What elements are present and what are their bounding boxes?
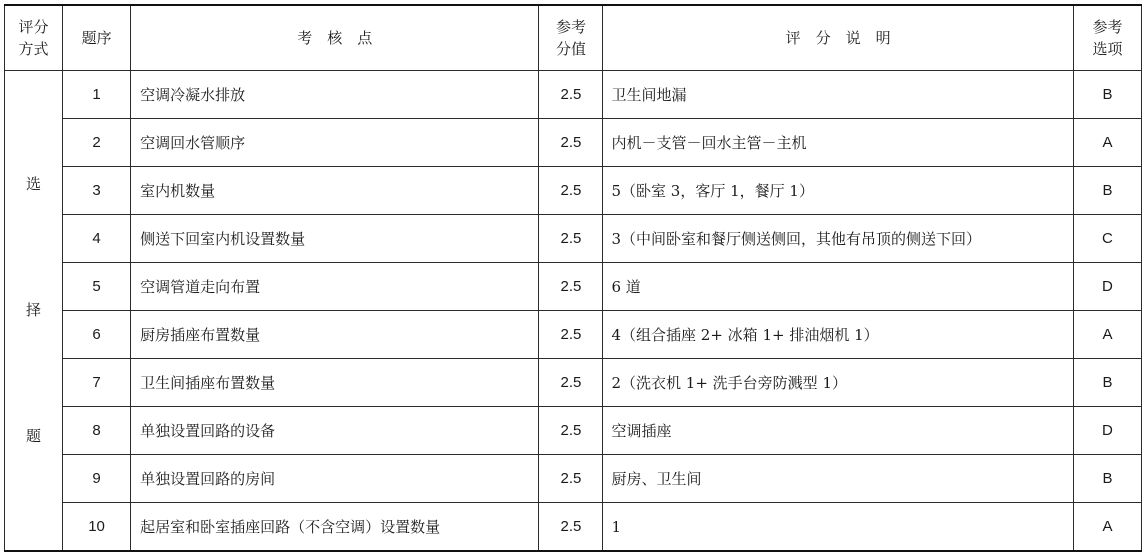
cell-desc: 6 道 bbox=[603, 263, 1073, 311]
cell-point: 单独设置回路的设备 bbox=[131, 407, 539, 455]
table-row bbox=[5, 359, 1142, 407]
cell-no: 6 bbox=[63, 311, 131, 359]
header-no: 题序 bbox=[63, 5, 131, 71]
table-row bbox=[5, 215, 1142, 263]
cell-opt: D bbox=[1073, 263, 1141, 311]
cell-opt: B bbox=[1073, 167, 1141, 215]
cell-score: 2.5 bbox=[539, 455, 603, 503]
cell-score: 2.5 bbox=[539, 503, 603, 552]
cell-no: 5 bbox=[63, 263, 131, 311]
cell-opt: A bbox=[1073, 311, 1141, 359]
cell-opt: B bbox=[1073, 359, 1141, 407]
method-char-1: 选 bbox=[26, 175, 42, 193]
cell-desc: 卫生间地漏 bbox=[603, 71, 1073, 119]
table-row bbox=[5, 455, 1142, 503]
cell-point: 空调冷凝水排放 bbox=[131, 71, 539, 119]
header-row bbox=[5, 5, 1142, 71]
header-method-line1: 评分 bbox=[18, 18, 49, 36]
table-row bbox=[5, 167, 1142, 215]
cell-opt: A bbox=[1073, 119, 1141, 167]
table-row bbox=[5, 263, 1142, 311]
header-method-line2: 方式 bbox=[18, 40, 49, 58]
method-char-3: 题 bbox=[26, 427, 42, 445]
cell-score: 2.5 bbox=[539, 311, 603, 359]
header-score bbox=[539, 5, 603, 71]
cell-no: 3 bbox=[63, 167, 131, 215]
cell-no: 7 bbox=[63, 359, 131, 407]
cell-score: 2.5 bbox=[539, 71, 603, 119]
cell-no: 2 bbox=[63, 119, 131, 167]
cell-score: 2.5 bbox=[539, 263, 603, 311]
table-row bbox=[5, 119, 1142, 167]
cell-desc: 1 bbox=[603, 503, 1073, 552]
cell-desc: 厨房、卫生间 bbox=[603, 455, 1073, 503]
cell-score: 2.5 bbox=[539, 407, 603, 455]
header-method bbox=[5, 5, 63, 71]
cell-desc: 4（组合插座 2+ 冰箱 1+ 排油烟机 1） bbox=[603, 311, 1073, 359]
method-cell bbox=[5, 71, 63, 552]
header-opt-line1: 参考 bbox=[1092, 18, 1123, 36]
cell-opt: B bbox=[1073, 71, 1141, 119]
cell-score: 2.5 bbox=[539, 215, 603, 263]
cell-point: 空调回水管顺序 bbox=[131, 119, 539, 167]
cell-score: 2.5 bbox=[539, 359, 603, 407]
cell-score: 2.5 bbox=[539, 119, 603, 167]
header-opt bbox=[1073, 5, 1141, 71]
header-desc: 评 分 说 明 bbox=[603, 5, 1073, 71]
cell-opt: A bbox=[1073, 503, 1141, 552]
cell-desc: 内机－支管－回水主管－主机 bbox=[603, 119, 1073, 167]
table-row bbox=[5, 503, 1142, 552]
cell-point: 侧送下回室内机设置数量 bbox=[131, 215, 539, 263]
cell-desc: 5（卧室 3，客厅 1，餐厅 1） bbox=[603, 167, 1073, 215]
cell-opt: B bbox=[1073, 455, 1141, 503]
cell-score: 2.5 bbox=[539, 167, 603, 215]
cell-desc: 2（洗衣机 1+ 洗手台旁防溅型 1） bbox=[603, 359, 1073, 407]
header-point: 考 核 点 bbox=[131, 5, 539, 71]
table-row bbox=[5, 71, 1142, 119]
table-row bbox=[5, 407, 1142, 455]
header-score-line1: 参考 bbox=[555, 18, 586, 36]
cell-point: 起居室和卧室插座回路（不含空调）设置数量 bbox=[131, 503, 539, 552]
header-score-line2: 分值 bbox=[555, 40, 586, 58]
scoring-table bbox=[4, 4, 1142, 552]
cell-no: 10 bbox=[63, 503, 131, 552]
method-char-2: 择 bbox=[26, 301, 42, 319]
header-opt-line2: 选项 bbox=[1092, 40, 1123, 58]
scoring-table-container bbox=[4, 4, 1142, 553]
cell-no: 8 bbox=[63, 407, 131, 455]
cell-point: 厨房插座布置数量 bbox=[131, 311, 539, 359]
cell-point: 卫生间插座布置数量 bbox=[131, 359, 539, 407]
cell-desc: 3（中间卧室和餐厅侧送侧回，其他有吊顶的侧送下回） bbox=[603, 215, 1073, 263]
cell-point: 室内机数量 bbox=[131, 167, 539, 215]
cell-no: 9 bbox=[63, 455, 131, 503]
cell-opt: D bbox=[1073, 407, 1141, 455]
cell-desc: 空调插座 bbox=[603, 407, 1073, 455]
cell-point: 单独设置回路的房间 bbox=[131, 455, 539, 503]
cell-no: 1 bbox=[63, 71, 131, 119]
cell-point: 空调管道走向布置 bbox=[131, 263, 539, 311]
table-row bbox=[5, 311, 1142, 359]
cell-no: 4 bbox=[63, 215, 131, 263]
cell-opt: C bbox=[1073, 215, 1141, 263]
